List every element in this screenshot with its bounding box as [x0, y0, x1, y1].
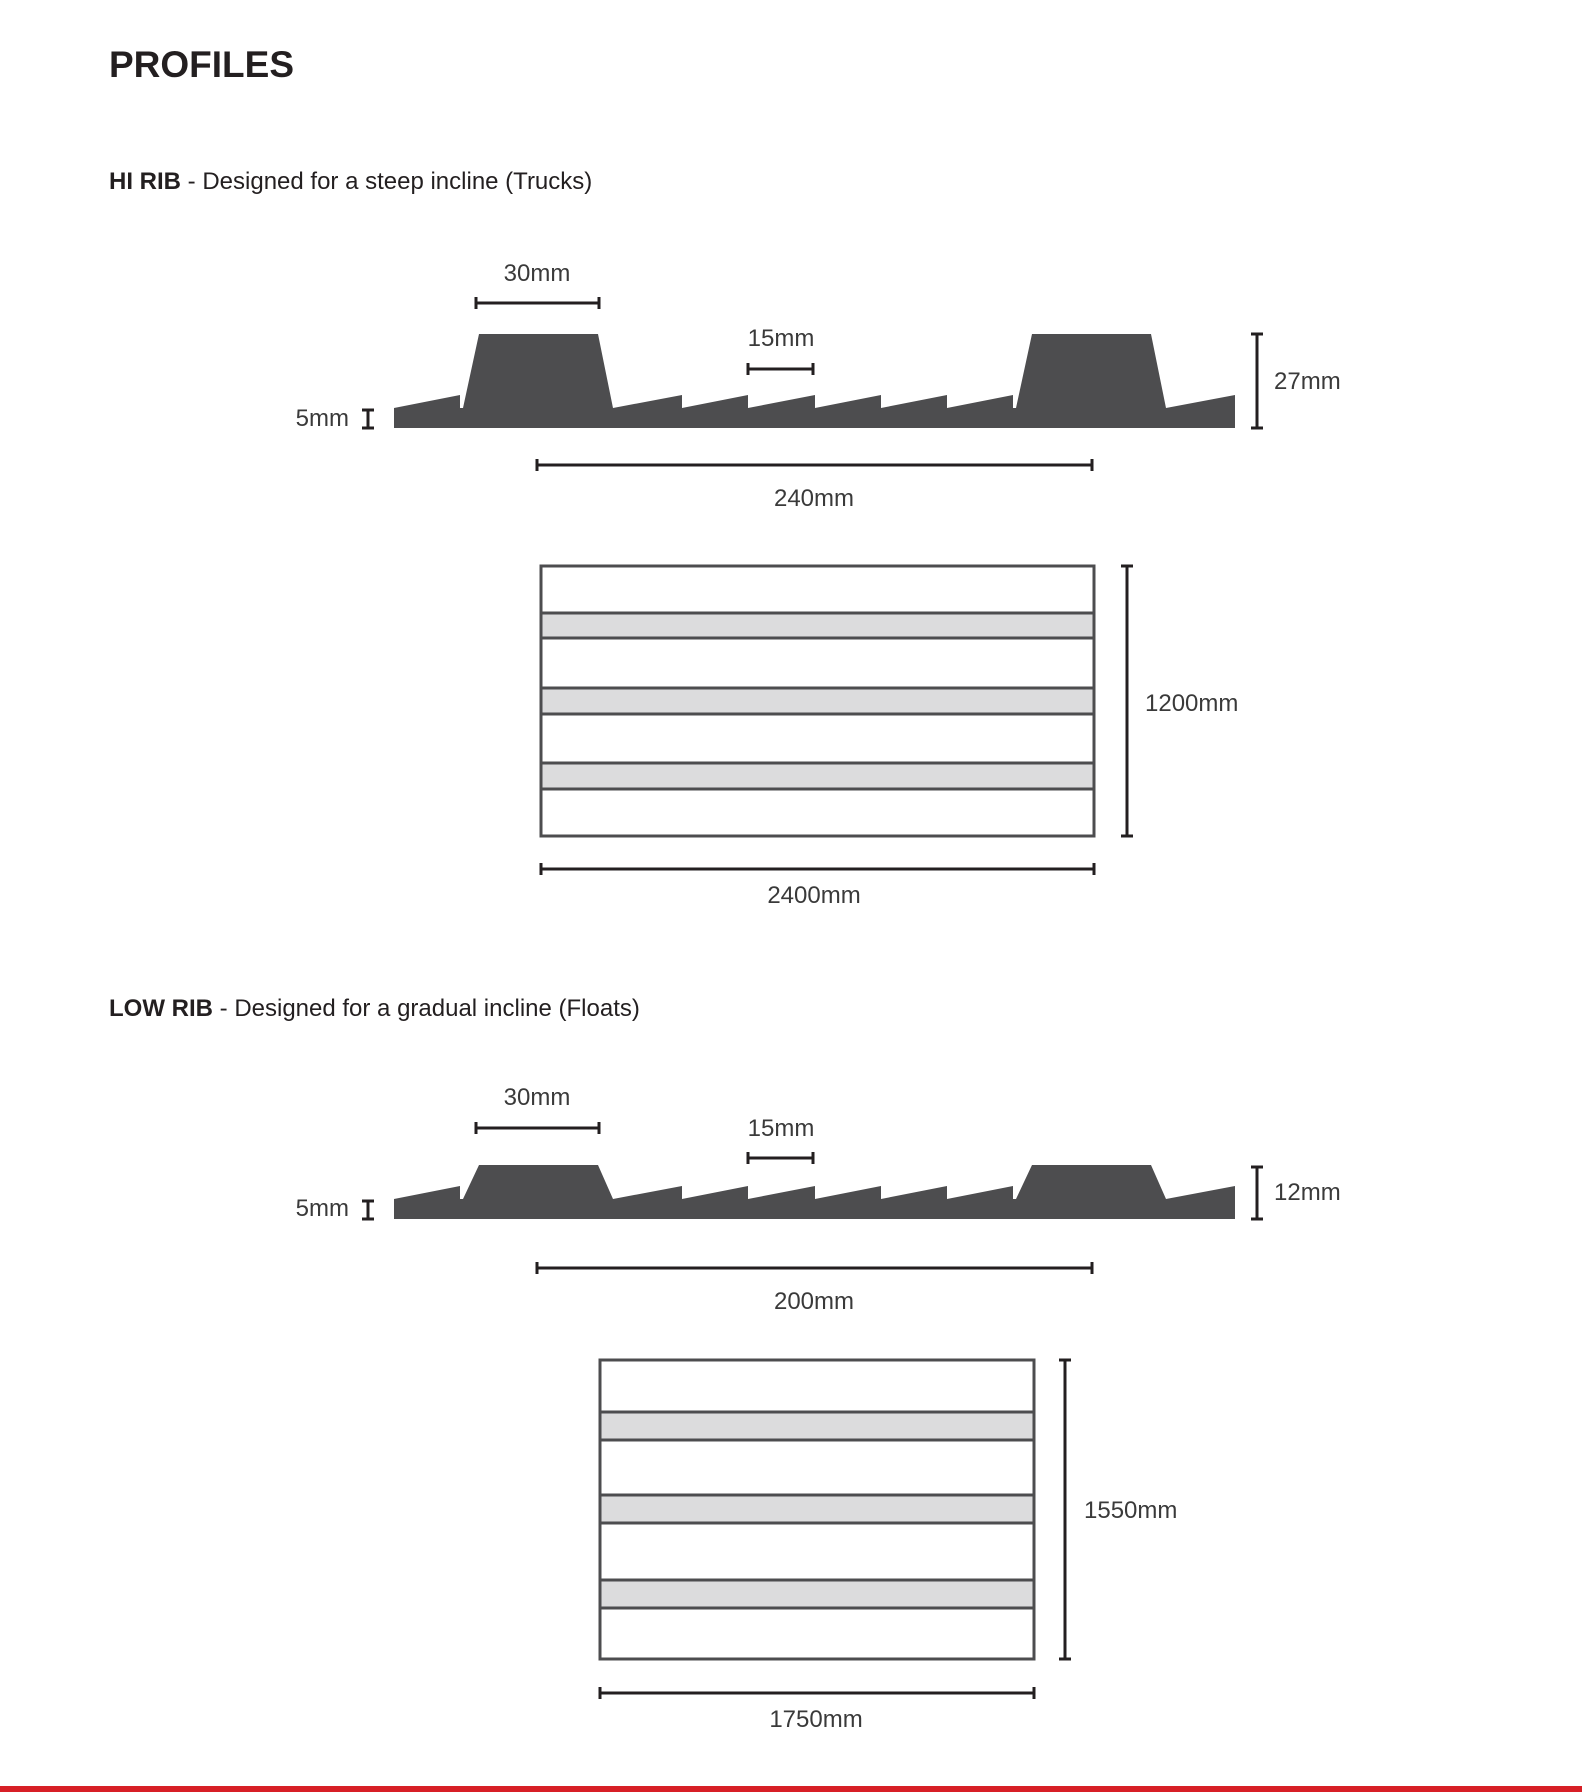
hi-rib-step-width-dimension: [748, 325, 815, 375]
low-rib-sheet-height-dimension: [1059, 1360, 1177, 1659]
hi-rib-sheet-rib-1: [541, 613, 1094, 638]
page-title: PROFILES: [109, 44, 295, 85]
hi-rib-profile-shape: [394, 334, 1235, 428]
low-rib-sheet-diagram: [600, 1360, 1177, 1733]
low-rib-profile-shape: [394, 1165, 1235, 1219]
hi-rib-sheet-diagram: [541, 566, 1238, 909]
hi-rib-height-dimension: [1251, 334, 1341, 428]
hi-rib-spacing-label: 240mm: [773, 485, 855, 512]
low-rib-sheet-width-dimension: [600, 1687, 1034, 1733]
low-rib-height-dimension: [1251, 1167, 1341, 1219]
low-rib-sheet-height-label: 1550mm: [1084, 1497, 1178, 1524]
hi-rib-sheet-width-label: 2400mm: [767, 882, 861, 909]
low-rib-step-width-dimension: [748, 1115, 815, 1164]
hi-rib-sheet-height-label: 1200mm: [1145, 690, 1239, 717]
low-rib-sheet-rib-1: [600, 1412, 1034, 1440]
low-rib-spacing-dimension: [537, 1262, 1092, 1315]
low-rib-base-thickness-dimension: [296, 1195, 374, 1222]
hi-rib-step-width-label: 15mm: [747, 325, 815, 352]
hi-rib-profile-diagram: [296, 260, 1341, 512]
hi-rib-base-thickness-label: 5mm: [295, 405, 349, 432]
low-rib-height-label: 12mm: [1274, 1179, 1341, 1206]
low-rib-step-width-label: 15mm: [747, 1115, 815, 1142]
low-rib-base-thickness-label: 5mm: [295, 1195, 349, 1222]
hi-rib-base-thickness-dimension: [296, 405, 374, 432]
hi-rib-name: HI RIB: [109, 168, 181, 195]
hi-rib-top-width-dimension: [476, 260, 599, 309]
low-rib-description: - Designed for a gradual incline (Floats): [212, 995, 640, 1022]
low-rib-top-width-label: 30mm: [503, 1084, 571, 1111]
hi-rib-sheet-width-dimension: [541, 863, 1094, 909]
hi-rib-spacing-dimension: [537, 459, 1092, 512]
low-rib-spacing-label: 200mm: [773, 1288, 855, 1315]
hi-rib-description: - Designed for a steep incline (Trucks): [181, 168, 593, 195]
hi-rib-sheet-rib-3: [541, 763, 1094, 789]
hi-rib-sheet-rib-2: [541, 688, 1094, 714]
low-rib-sheet-rib-2: [600, 1495, 1034, 1523]
hi-rib-height-label: 27mm: [1274, 368, 1341, 395]
footer-accent-bar: [0, 1786, 1582, 1792]
low-rib-sheet-rib-3: [600, 1580, 1034, 1608]
low-rib-top-width-dimension: [476, 1084, 599, 1134]
hi-rib-top-width-label: 30mm: [503, 260, 571, 287]
hi-rib-sheet-height-dimension: [1121, 566, 1238, 836]
low-rib-profile-diagram: [296, 1084, 1341, 1315]
low-rib-name: LOW RIB: [109, 995, 213, 1022]
low-rib-sheet-width-label: 1750mm: [769, 1706, 863, 1733]
